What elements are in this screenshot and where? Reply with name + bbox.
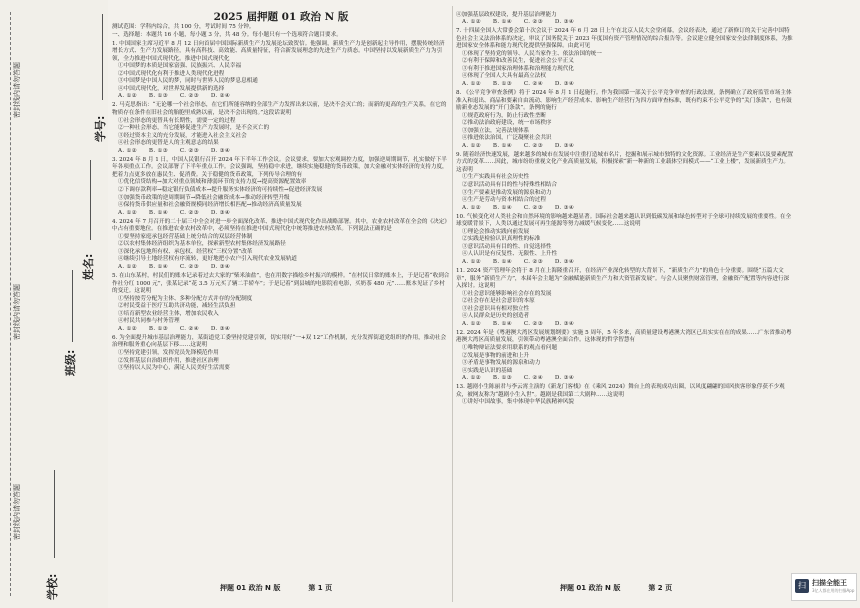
answer-choices: A. ①② B. ①③ C. ②③ D. ②④ <box>118 93 231 100</box>
question-option: ①中国梦的本质是国家富强、民族振兴、人民幸福 <box>118 63 242 70</box>
question-option: ②村民受益于医疗互助共济功能，减轻生活负担 <box>118 303 236 310</box>
question-stem: 6. 为全面提升城市基层治理能力，某街道党工委坚持党建引领，切实用好“一+双 12”工作机制，充分发挥街道党组织的作用，推动社会治理和服务重心向基层下移……这说明 <box>112 334 447 349</box>
question-option: ③经过资本主义的充分发展，才能进入社会主义社会 <box>118 132 247 139</box>
question-option: ④生产是劳动与资本相结合的过程 <box>462 197 546 204</box>
seal-note-middle: 密封线内请勿答题 <box>13 284 21 340</box>
question-option: ②中国式现代化有利于推进人类现代化进程 <box>118 70 225 77</box>
answer-choices: A. ①② B. ①④ C. ②③ D. ③④ <box>462 142 575 149</box>
question-option: ①唯物辩证法要求用联系的观点看问题 <box>462 345 558 352</box>
question-option: ②有利于保障和改善民生，促进社会公平正义 <box>462 58 574 65</box>
question-option: ③社会意识具有相对独立性 <box>462 305 530 312</box>
class-label: 班级: <box>64 349 77 376</box>
question-option: ④保持货币供应量和社会融资规模同经济增长相匹配→推动经济高质量发展 <box>118 202 302 209</box>
question-option: ③中国梦是中国人民的梦，同时与世界人民的梦息息相通 <box>118 78 258 85</box>
question-option: ①坚持按劳分配为主体、多种分配方式并存的分配制度 <box>118 295 253 302</box>
question-option: ②社会存在是社会意识的本原 <box>462 298 535 305</box>
question-option: ①优化信贷结构→加大对重点领域和薄弱环节的支持力度→提高资源配置效率 <box>118 179 307 186</box>
class-fill-line <box>72 270 74 342</box>
question-option: ④体现了全国人大具有最高立法权 <box>462 73 546 80</box>
question-option: ②下调存款利率→稳定银行负债成本→提升服务实体经济的可持续性→促进经济发展 <box>118 186 323 193</box>
question-stem: 2. 马克思指出：“无论哪一个社会形态，在它们所能容纳的全部生产力发挥出来以前，是决不会灭亡的；而新的更高的生产关系，在它的物质存在条件在旧社会的胎胞里成熟以前，是决不会出现的。”这段话说明 <box>112 102 447 117</box>
question-option: ①规范政府行为，防止行政性垄断 <box>462 112 546 119</box>
scanner-app-name: 扫描全能王 <box>812 579 847 587</box>
answer-choices: A. ①② B. ①④ C. ②③ D. ③④ <box>462 320 575 327</box>
answer-choices: A. ①② B. ①③ C. ②④ D. ③④ <box>118 325 231 332</box>
question-stem: 11. 2024 资产管理年会将于 8 月在上海隆重召开，在经济产业深化转型的大背景下，“新质生产力”的角色十分重要。围绕“五篇大文章”，服务“新质生产力”，本届年会主题为“金融赋能新质生产力和大资管新发展”。与会人员聚焦财富管理，金融资产配置等内容进行深入探讨。这说明 <box>456 268 790 290</box>
question-option: ③培育新型农业经营主体，增加农民收入 <box>118 310 219 317</box>
question-option: ④中国式现代化，对世界发展提供新的选择 <box>118 85 225 92</box>
answer-choices: A. ①② B. ①④ C. ②③ D. ③④ <box>118 263 231 270</box>
question-block <box>112 273 450 333</box>
answer-choices: A. ①② B. ①③ C. ②④ D. ③④ <box>462 375 575 382</box>
question-block <box>112 102 450 155</box>
question-block <box>456 268 794 328</box>
name-fill-line <box>90 160 92 240</box>
school-label: 学校: <box>46 573 59 600</box>
scanner-app-tagline: 3亿人都在用的扫描App <box>812 588 855 593</box>
scanner-watermark <box>791 573 857 601</box>
question-option: ③有利于推进国家治理体系和治理能力现代化 <box>462 65 574 72</box>
question-block <box>456 152 794 212</box>
question-option: ①讲好中国故事，集中体现中华民族精神风貌 <box>462 399 574 406</box>
question-block <box>456 12 794 27</box>
question-block <box>456 384 794 407</box>
student-id-fill-line <box>102 14 104 100</box>
binding-strip <box>0 0 108 608</box>
question-option: ④社会形态的更替是人的主观意志的结果 <box>118 140 219 147</box>
question-option: ③加强货币政策的逆周期调节→降低社会融资成本→推动经济转型升级 <box>118 194 290 201</box>
question-block <box>456 90 794 150</box>
section-one-heading: 一、选择题：本题共 16 小题，每小题 3 分，共 48 分。每小题只有一个选项符合题目要求。 <box>112 31 342 38</box>
question-option: ①生产实践具有社会历史性 <box>462 174 530 181</box>
question-stem: ④加强基层政权建设，提升基层治理能力 <box>456 11 557 18</box>
question-option: ③加强立法，完善法规体系 <box>462 127 530 134</box>
question-block <box>112 41 450 101</box>
name-label: 姓名: <box>82 253 95 280</box>
answer-choices: A. ①② B. ①④ C. ②③ D. ③④ <box>118 209 231 216</box>
right-column <box>456 10 794 407</box>
question-option: ④人认识是有反复性、无限性、上升性 <box>462 251 558 258</box>
question-option: ④人民群众是历史的创造者 <box>462 313 530 320</box>
question-option: ①社会形态的更替具有长期性，需要一定的过程 <box>118 117 236 124</box>
question-option: ②以农村集体经济组织为基本单位，探索新型农村集体经济发展路径 <box>118 241 286 248</box>
answer-choices: A. ①② B. ①④ C. ②③ D. ③④ <box>462 204 575 211</box>
question-option: ③生产要素是推动发展的源泉和动力 <box>462 189 552 196</box>
question-option: ②意识活动具有目的性与特殊性相结合 <box>462 182 558 189</box>
question-block <box>112 219 450 272</box>
question-block <box>112 335 450 373</box>
page-footer-right: 押题 01 政治 N 版 第 2 页 <box>560 584 673 592</box>
question-block <box>112 157 450 217</box>
question-option: ①要坚持家庭承包经营基础上统分结合的双层经营体制 <box>118 233 253 240</box>
answer-choices: A. ①② B. ①③ C. ②③ D. ③④ <box>118 147 231 154</box>
question-option: ②发挥基层自治组织作用，推进社区治理 <box>118 357 219 364</box>
question-option: ②实践是检验认识真理性的标准 <box>462 236 541 243</box>
question-option: ②一种社会形态，当它能够促进生产力发展时，是不会灭亡的 <box>118 125 270 132</box>
question-stem: 8. 《公平竞争审查条例》将于 2024 年 8 月 1 日起施行。作为我国第一部关于公平竞争审查的行政法规，条例确立了政府监管市场主体准入和退出、商品和要素自由流动、影响生产经营成本、影响生产经营行为四方面审查标准，既有约束不公平竞争的“关门条款”，也有鼓励新业态发展的“开门条款”。条例的施行 <box>456 89 792 112</box>
question-option: ①体现了坚持党的领导、人民当家作主、依法治国的统一 <box>462 50 602 57</box>
question-option: ②推动法治政府建设，统一市场秩序 <box>462 120 552 127</box>
answer-choices: A. ①② B. ①④ C. ②③ D. ③④ <box>462 19 575 26</box>
left-question-list <box>112 41 450 373</box>
question-option: ①理论会推动实践向前发展 <box>462 228 530 235</box>
question-stem: 10. 气候变化对人类社会和自然环境的影响越来越显著。国际社会越来越认识到低碳发展和绿色转型对于全球可持续发展的重要性。在全球变暖背景下，人类以通过发展可再生能源等努力减缓气候变化……这说明 <box>456 213 792 228</box>
question-stem: 5. 在山东某村，村民们的账本记录着过去大家的“柴米油盐”，也在用数字描绘乡村振兴的模样。“在村民日常的账本上，于是记着“收到合作社分红 1000 元”，张某记录“花 3.5 万元买了辆二手轿车”；于是记着“到县城的电影院看电影，买奶茶 480 元”……账本见证了乡村的变迁。这说明 <box>112 273 450 295</box>
question-option: ①社会意识能够影响社会存在的发展 <box>462 290 552 297</box>
question-option: ④实践是认识的基础 <box>462 367 513 374</box>
question-stem: 12. 2024 年是《粤港澳大湾区发展规划纲要》实施 5 周年，5 年多来，高质量建设粤港澳大湾区已出实实在在的成果……广东省推动粤港澳大湾区高质量发展，引领带动粤港澳全面合作。这体现的哲学智慧有 <box>456 329 792 344</box>
question-stem: 7. 十四届全国人大常委会第十次会议于 2024 年 6 月 28 日上午在北京人民大会堂闭幕，会议经表决，通过了新修订的关于完善中国特色社会主义法治体系的决定，审议了国务院关于 2023 年度国有资产管理情况的综合报告等。会议建立健全国家安全法律制度体系，为推进国家安全体系和能力现代化提供坚强保障。由此可见 <box>456 28 793 50</box>
column-divider <box>452 6 453 602</box>
seal-note-bottom: 密封线内请勿答题 <box>13 484 21 540</box>
question-option: ③矛盾是事物发展的源泉和动力 <box>462 360 541 367</box>
question-option: ②发展是事物的前进和上升 <box>462 352 530 359</box>
question-block <box>456 330 794 383</box>
right-question-list <box>456 12 794 407</box>
seal-note-top: 密封线内请勿答题 <box>13 62 21 118</box>
question-block <box>456 28 794 88</box>
question-option: ①坚持党建引领，发挥党员先锋模范作用 <box>118 349 219 356</box>
question-option: ④继续引导土地经营权有序流转，更好地把小农户引入现代农业发展轨道 <box>118 256 298 263</box>
question-option: ③深化承包地所有权、承包权、经营权“三权分置”改革 <box>118 248 253 255</box>
question-stem: 1. 中国国家主席习近平 8 月 12 日向首届中国国际新质生产力发展论坛致贺信。他强调，新质生产力是创新起主导作用，摆脱传统经济增长方式、生产力发展路径，具有高科技、高效能、高质量特征，符合新发展理念的先进生产力质态。中国坚持以发展新质生产力为引领，全力推进中国式现代化。推进中国式现代化 <box>112 40 445 62</box>
answer-choices: A. ①② B. ①④ C. ②③ D. ③④ <box>462 259 575 265</box>
exam-title: 2025 届押题 01 政治 N 版 <box>213 11 349 23</box>
question-block <box>456 214 794 267</box>
scanner-logo-icon: 扫 <box>795 579 809 593</box>
question-stem: 4. 2024 年 7 月召开的二十届三中全会对进一步全面深化改革、推进中国式现代化作出战略部署。其中，农业农村改革在全会的《决定》中占有重要地位。在推进农业农村改革中，必须坚持在推进中国式现代化中统筹推进农村改革。下列说法正确的是 <box>112 218 450 233</box>
student-id-label: 学号: <box>94 115 107 142</box>
question-stem: 13. 越剧小生陈丽君与李云霄主演的《新龙门客栈》在《乘风 2024》舞台上的表现成功出圈，以风度翩翩的国风侠客形象俘获不少观众，被网友称为“越剧小生入世”。越剧是我国第二大剧种……这说明 <box>456 384 785 398</box>
school-fill-line <box>54 470 56 558</box>
exam-intro: 测试范围：学科内综合，共 100 分，考试时间 75 分钟。 <box>112 24 255 30</box>
answer-choices: A. ①② B. ①③ C. ②④ D. ③④ <box>462 80 575 87</box>
question-stem: 3. 2024 年 8 月 1 日，中国人民银行召开 2024 年下半年工作会议。会议要求，要加大宏观调控力度，加强逆周期调节，扎实做好下半年各项重点工作。会议部署了下半年重点工作。会议强调，坚持稳中求进，继续实施稳健的货币政策，加大金融对实体经济的支持力度，把着力点更多放在惠民生、促消费。关于稳健的货币政策，下列传导合理的有 <box>112 156 448 178</box>
question-option: ④推进依法治国，广泛凝聚社会共识 <box>462 135 552 142</box>
page-footer-left: 押题 01 政治 N 版 第 1 页 <box>220 584 333 592</box>
left-column <box>112 10 450 373</box>
question-option: ④村民共同参与村务管理 <box>118 318 180 325</box>
question-option: ③坚持以人民为中心，满足人民美好生活需要 <box>118 365 230 372</box>
question-option: ③意识活动具有目的性、自觉选择性 <box>462 243 552 250</box>
question-stem: 9. 随着经济快速发展，越来越多的城市在发展中注重打造城市名片，挖掘和展示城市独特的文化资源。工业经济是生产要素以及要素配置方式的变革……因此，城市纷纷重视文化产业高质量发展，积极探索“新一种新的工业载体空间模式——“工业上楼”，发展新质生产力。这表明 <box>456 151 794 173</box>
